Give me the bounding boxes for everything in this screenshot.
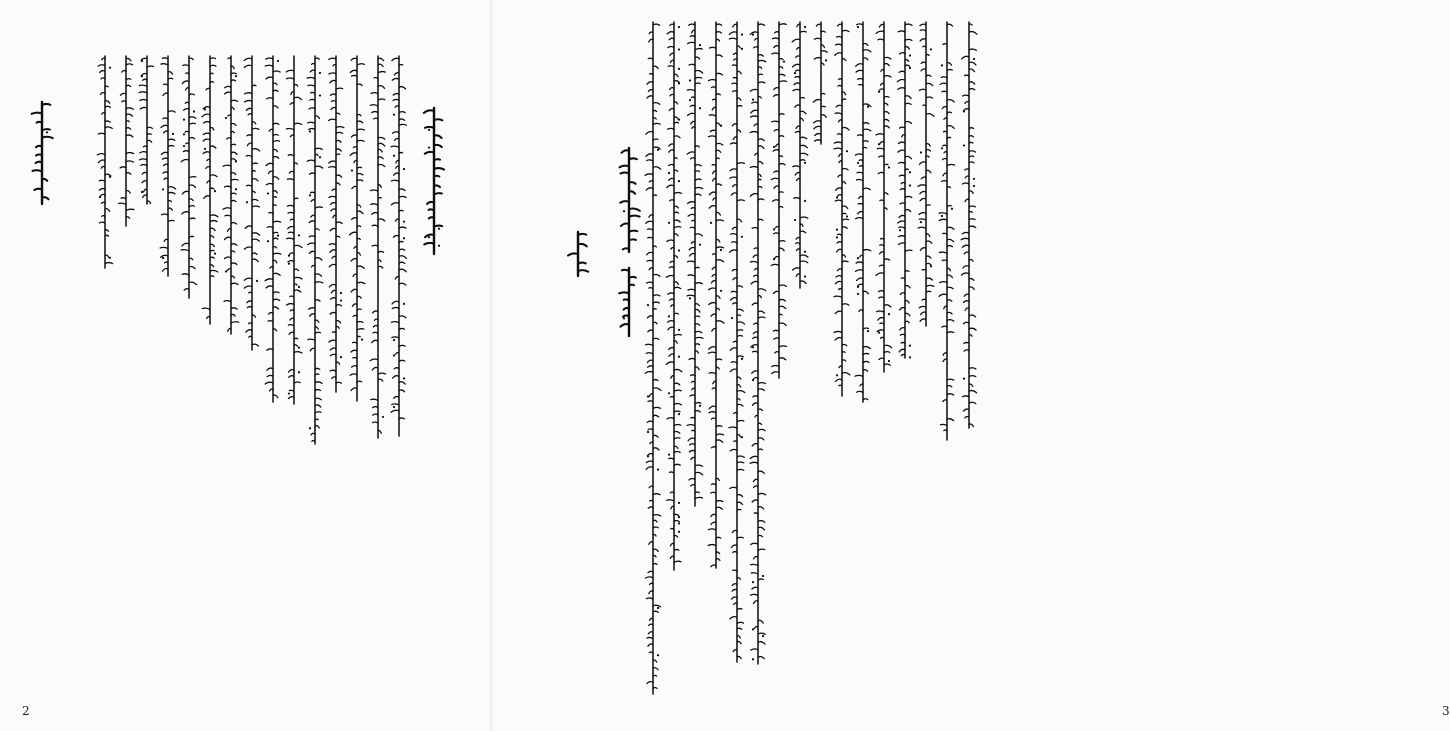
toc-entry-column — [138, 56, 156, 204]
body-text-column — [707, 22, 725, 568]
body-text-column — [749, 22, 767, 664]
body-text-column — [644, 22, 662, 694]
body-text-column — [896, 22, 914, 358]
page-number-left: 2 — [22, 704, 30, 718]
body-text-column — [854, 22, 872, 402]
right-page — [492, 0, 1450, 731]
toc-entry-column — [348, 56, 366, 401]
body-text-column — [812, 22, 830, 144]
toc-entry-column — [201, 56, 219, 324]
body-text-column — [938, 22, 956, 440]
body-text-column — [728, 22, 746, 662]
toc-entry-column — [285, 56, 303, 404]
toc-entry-column — [222, 56, 240, 334]
body-text-column — [665, 22, 683, 570]
toc-entry-column — [96, 56, 114, 268]
page-number-right: 3 — [1442, 704, 1450, 718]
toc-entry-column — [390, 56, 408, 436]
body-text-column — [791, 22, 809, 288]
body-text-column — [917, 22, 935, 326]
toc-entry-column — [306, 56, 324, 444]
left-page-title-column — [31, 102, 53, 204]
toc-entry-column — [327, 56, 345, 392]
chapter-heading-column — [618, 268, 640, 336]
body-text-column — [875, 22, 893, 372]
toc-entry-column — [243, 56, 261, 350]
chapter-heading-column — [618, 148, 640, 252]
toc-entry-column — [264, 56, 282, 402]
body-text-column — [833, 22, 851, 396]
toc-entry-column — [159, 56, 177, 276]
toc-entry-column — [180, 56, 198, 298]
chapter-heading-column — [567, 232, 589, 276]
body-text-column — [960, 22, 978, 428]
body-text-column — [686, 22, 704, 506]
toc-entry-column — [369, 56, 387, 438]
toc-entry-column — [117, 56, 135, 226]
left-page — [0, 0, 492, 731]
toc-title-column — [423, 108, 445, 254]
body-text-column — [770, 22, 788, 378]
